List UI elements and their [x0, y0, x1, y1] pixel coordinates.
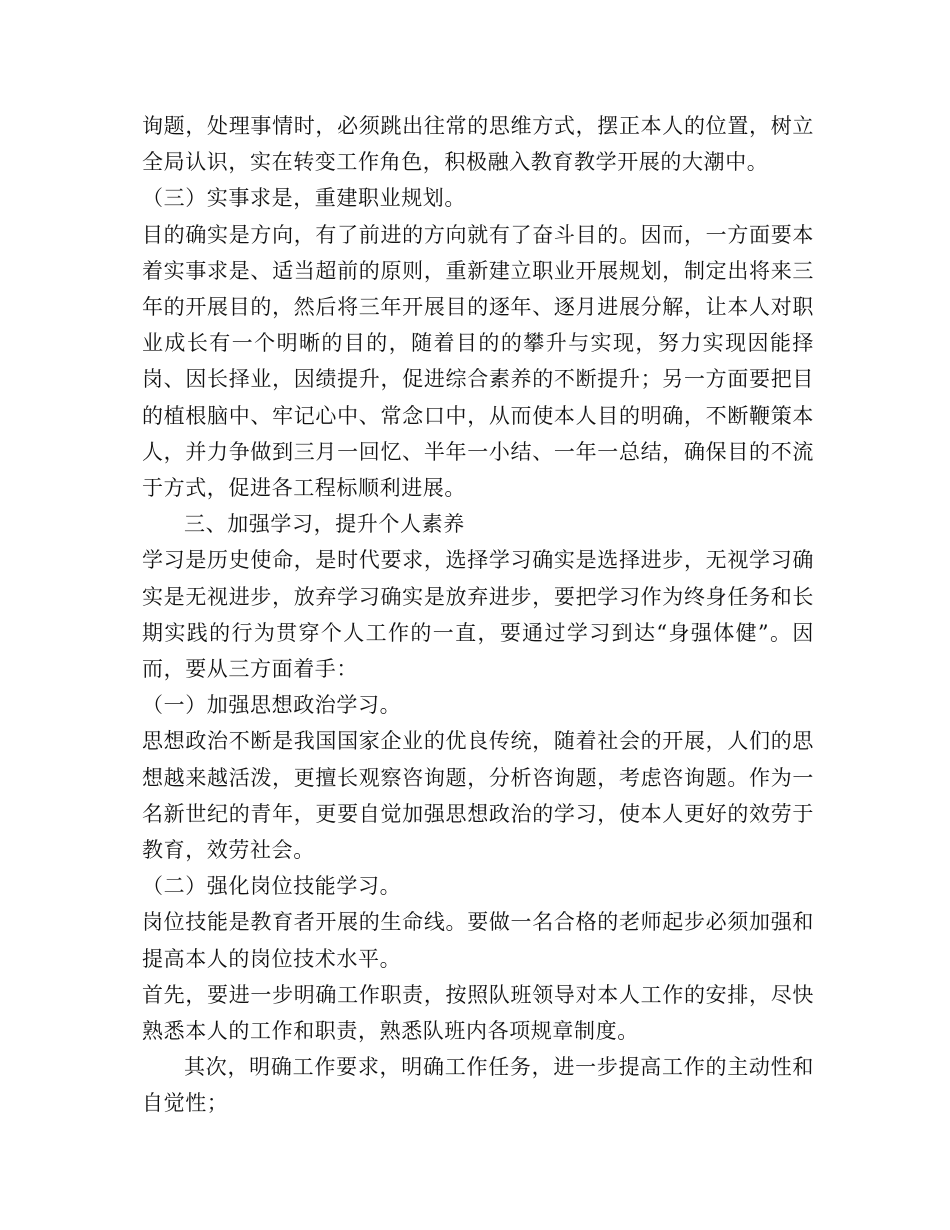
paragraph-career-planning: 目的确实是方向，有了前进的方向就有了奋斗目的。因而，一方面要本着实事求是、适当超前的原则，重新建立职业开展规划，制定出将来三年的开展目的，然后将三年开展目的逐年、逐月进展分解，让本人对职业成长有一个明晰的目的，随着目的的攀升与实现，努力实现因能择岗、因长择业，因绩提升，促进综合素养的不断提升；另一方面要把目的植根脑中、牢记心中、常念口中，从而使本人目的明确，不断鞭策本人，并力争做到三月一回忆、半年一小结、一年一总结，确保目的不流于方式，促进各工程标顺利进展。	[142, 222, 814, 501]
section-heading-three: 三、加强学习，提升个人素养	[184, 512, 465, 537]
paragraph-first: 首先，要进一步明确工作职责，按照队班领导对本人工作的安排，尽快熟悉本人的工作和职责，熟悉队班内各项规章制度。	[142, 982, 814, 1044]
paragraph-learning: 学习是历史使命，是时代要求，选择学习确实是选择进步，无视学习确实是无视进步，放弃学习确实是放弃进步，要把学习作为终身任务和长期实践的行为贯穿个人工作的一直，要通过学习到达“身强体健”。因而，要从三方面着手：	[142, 548, 814, 682]
paragraph-second: 其次，明确工作要求，明确工作任务，进一步提高工作的主动性和自觉性；	[142, 1055, 814, 1116]
subheading-one: （一）加强思想政治学习。	[142, 693, 402, 718]
document-page	[142, 108, 814, 1122]
paragraph-continuation: 询题，处理事情时，必须跳出往常的思维方式，摆正本人的位置，树立全局认识，实在转变工作角色，积极融入教育教学开展的大潮中。	[142, 114, 814, 175]
subheading-two: （二）强化岗位技能学习。	[142, 874, 402, 899]
subheading-three: （三）实事求是，重建职业规划。	[142, 186, 466, 211]
paragraph-job-skills: 岗位技能是教育者开展的生命线。要做一名合格的老师起步必须加强和提高本人的岗位技术水平。	[142, 910, 814, 971]
paragraph-political-study: 思想政治不断是我国国家企业的优良传统，随着社会的开展，人们的思想越来越活泼，更擅长观察咨询题，分析咨询题，考虑咨询题。作为一名新世纪的青年，更要自觉加强思想政治的学习，使本人更好的效劳于教育，效劳社会。	[142, 729, 814, 863]
